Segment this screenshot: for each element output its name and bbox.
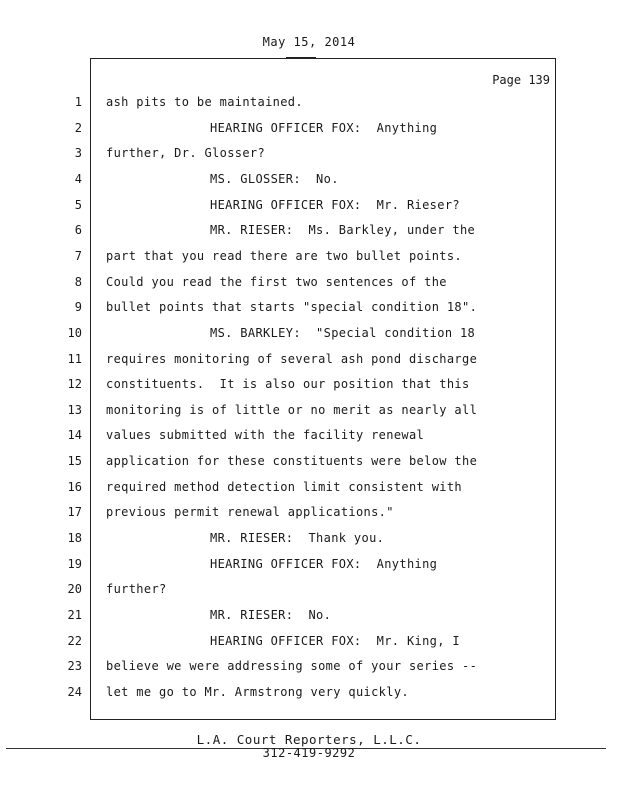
line-number: 6 — [74, 223, 82, 237]
line-number: 16 — [67, 480, 82, 494]
line-number: 17 — [67, 505, 82, 519]
line-number: 3 — [74, 146, 82, 160]
line-number: 1 — [74, 95, 82, 109]
line-number: 8 — [74, 275, 82, 289]
line-text: let me go to Mr. Armstrong very quickly. — [106, 685, 409, 699]
line-text: constituents. It is also our position that this — [106, 377, 470, 391]
line-number: 24 — [67, 685, 82, 699]
footer-phone: 312-419-9292 — [262, 746, 356, 760]
line-text: HEARING OFFICER FOX: Mr. Rieser? — [210, 198, 460, 212]
header-date: May 15, 2014 — [262, 35, 356, 49]
line-text: previous permit renewal applications." — [106, 505, 394, 519]
line-text: MR. RIESER: Ms. Barkley, under the — [210, 223, 476, 237]
line-text: MR. RIESER: Thank you. — [210, 531, 385, 545]
line-text: bullet points that starts "special condition 18". — [106, 300, 478, 314]
line-text: Could you read the first two sentences of the — [106, 275, 447, 289]
line-number: 9 — [74, 300, 82, 314]
line-text: MS. GLOSSER: No. — [210, 172, 339, 186]
footer-company: L.A. Court Reporters, L.L.C. — [196, 732, 422, 747]
line-number: 15 — [67, 454, 82, 468]
line-number: 4 — [74, 172, 82, 186]
line-text: MR. RIESER: No. — [210, 608, 332, 622]
line-number: 10 — [67, 326, 82, 340]
line-number: 14 — [67, 428, 82, 442]
line-text: values submitted with the facility renewal — [106, 428, 425, 442]
line-text: HEARING OFFICER FOX: Anything — [210, 557, 438, 571]
line-text: MS. BARKLEY: "Special condition 18 — [210, 326, 476, 340]
line-number: 5 — [74, 198, 82, 212]
line-number: 2 — [74, 121, 82, 135]
line-text: monitoring is of little or no merit as nearly all — [106, 403, 478, 417]
line-number: 20 — [67, 582, 82, 596]
line-number: 7 — [74, 249, 82, 263]
line-text: further, Dr. Glosser? — [106, 146, 266, 160]
page-number: Page 139 — [492, 73, 550, 87]
line-text: believe we were addressing some of your series -- — [106, 659, 478, 673]
line-text: requires monitoring of several ash pond discharge — [106, 352, 478, 366]
line-text: part that you read there are two bullet points. — [106, 249, 463, 263]
line-number: 11 — [67, 352, 82, 366]
line-number: 23 — [67, 659, 82, 673]
line-text: required method detection limit consistent with — [106, 480, 463, 494]
line-number: 18 — [67, 531, 82, 545]
line-text: HEARING OFFICER FOX: Mr. King, I — [210, 634, 460, 648]
line-text: further? — [106, 582, 167, 596]
line-text: HEARING OFFICER FOX: Anything — [210, 121, 438, 135]
line-number: 13 — [67, 403, 82, 417]
line-text: ash pits to be maintained. — [106, 95, 303, 109]
line-number: 19 — [67, 557, 82, 571]
line-number: 21 — [67, 608, 82, 622]
line-number: 12 — [67, 377, 82, 391]
line-text: application for these constituents were below the — [106, 454, 478, 468]
line-number: 22 — [67, 634, 82, 648]
